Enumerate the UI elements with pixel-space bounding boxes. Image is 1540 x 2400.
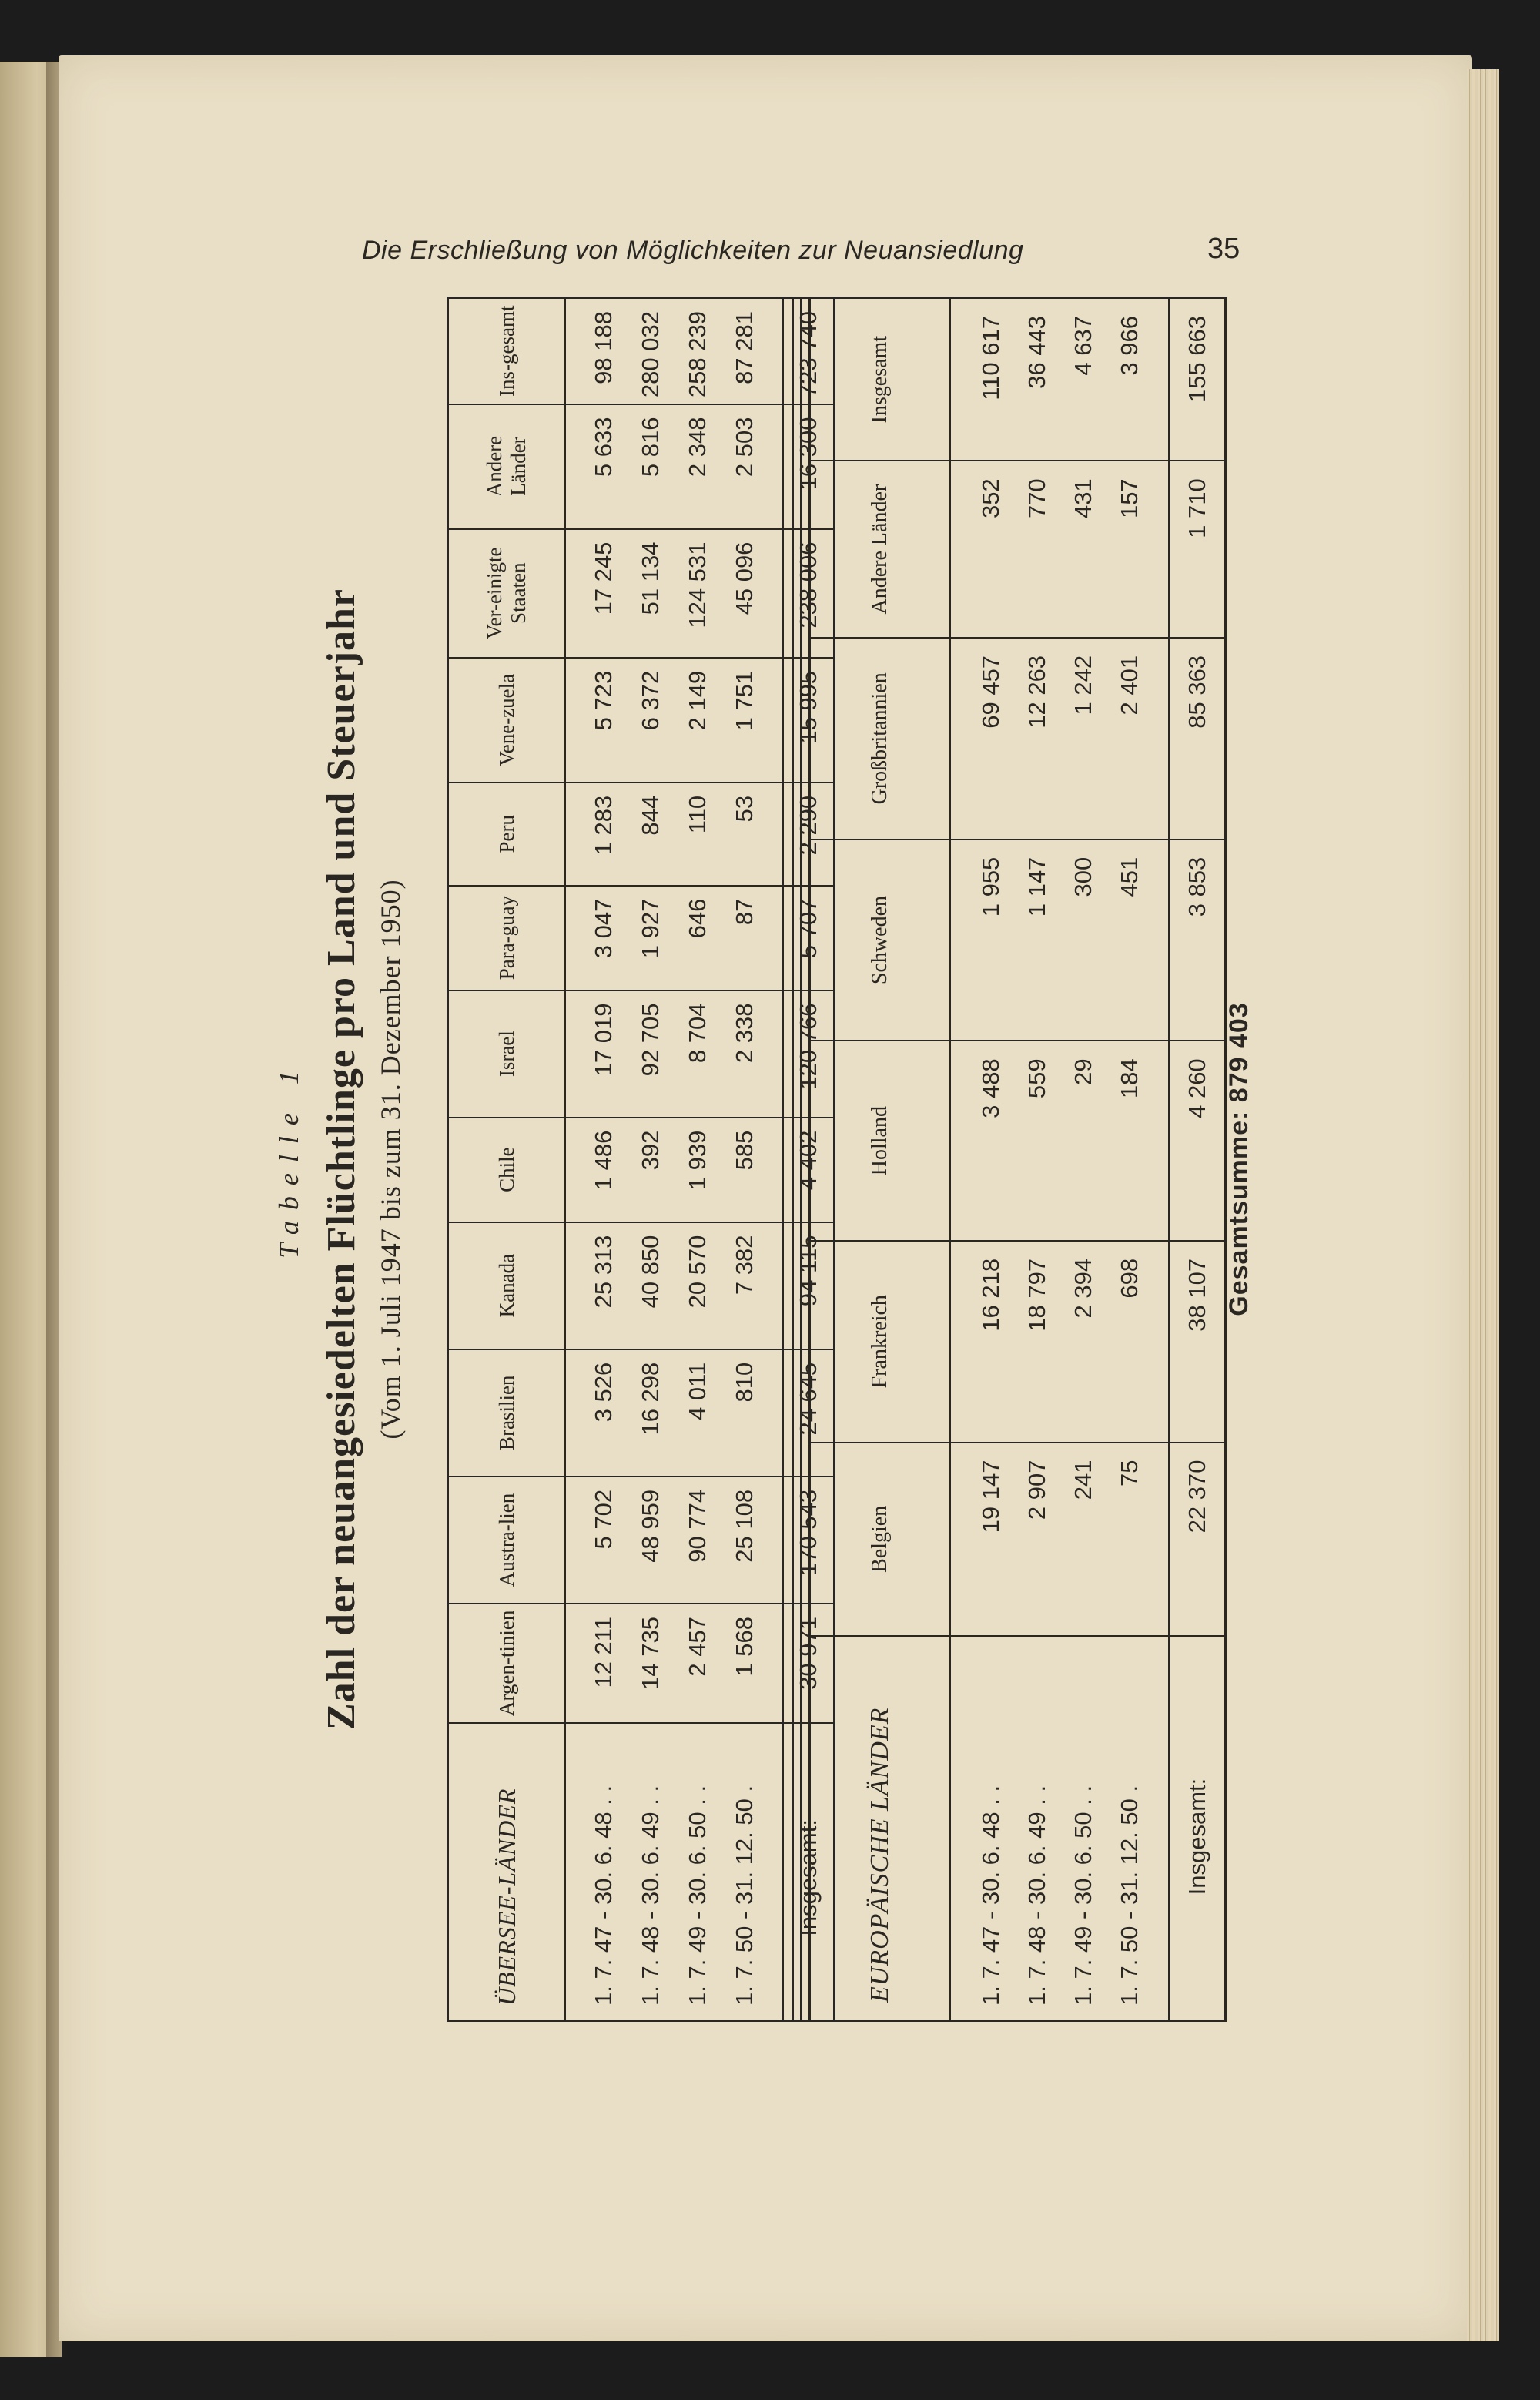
- column-header: Belgien: [810, 1443, 951, 1637]
- column-header: Andere Länder: [810, 461, 951, 638]
- total-cell: 120 766: [783, 991, 835, 1118]
- table-cell: 585: [721, 1118, 783, 1222]
- total-cell: 2 290: [783, 783, 835, 886]
- column-header: Insgesamt: [810, 298, 951, 461]
- grand-total: Gesamtsumme: 879 403: [1224, 1002, 1254, 1316]
- row-period: 1. 7. 48 - 30. 6. 49 . .: [1014, 1636, 1060, 2020]
- overseas-header-row: [448, 298, 566, 2021]
- table-cell: 352: [950, 461, 1014, 638]
- table-cell: 1 939: [674, 1118, 721, 1222]
- table-cell: 3 488: [950, 1041, 1014, 1241]
- table-cell: 4 637: [1060, 298, 1106, 461]
- table-cell: 698: [1106, 1241, 1170, 1443]
- column-header: Para-guay: [448, 886, 566, 991]
- table-cell: 1 927: [627, 886, 674, 991]
- column-header: Peru: [448, 783, 566, 886]
- table-cell: 6 372: [627, 658, 674, 783]
- column-header: Andere Länder: [448, 404, 566, 529]
- europe-region-header: EUROPÄISCHE LÄNDER: [810, 1636, 951, 2020]
- column-header: Vene-zuela: [448, 658, 566, 783]
- europe-table: [808, 297, 1227, 2022]
- total-cell: 94 115: [783, 1222, 835, 1349]
- table-cell: 25 313: [565, 1222, 627, 1349]
- table-cell: 3 966: [1106, 298, 1170, 461]
- table-cell: 2 401: [1106, 638, 1170, 840]
- table-cell: 1 486: [565, 1118, 627, 1222]
- row-period: 1. 7. 47 - 30. 6. 48 . .: [950, 1636, 1014, 2020]
- table-cell: 36 443: [1014, 298, 1060, 461]
- table-cell: 3 047: [565, 886, 627, 991]
- total-label: Insgesamt:: [1170, 1636, 1226, 2020]
- total-row: [1170, 298, 1226, 2021]
- total-cell: 22 370: [1170, 1443, 1226, 1637]
- table-cell: 124 531: [674, 529, 721, 658]
- row-period: 1. 7. 49 - 30. 6. 50 . .: [1060, 1636, 1106, 2020]
- table-cell: 2 338: [721, 991, 783, 1118]
- table-cell: 810: [721, 1349, 783, 1477]
- total-label: Insgesamt:: [783, 1723, 835, 2021]
- table-cell: 14 735: [627, 1604, 674, 1723]
- column-header: Ver-einigte Staaten: [448, 529, 566, 658]
- table-cell: 98 188: [565, 298, 627, 404]
- table-cell: 25 108: [721, 1477, 783, 1604]
- table-cell: 75: [1106, 1443, 1170, 1637]
- table-cell: 2 394: [1060, 1241, 1106, 1443]
- total-cell: 155 663: [1170, 298, 1226, 461]
- table-cell: 280 032: [627, 298, 674, 404]
- table-cell: 8 704: [674, 991, 721, 1118]
- row-period: 1. 7. 48 - 30. 6. 49 . .: [627, 1723, 674, 2021]
- table-cell: 157: [1106, 461, 1170, 638]
- total-cell: 30 971: [783, 1604, 835, 1723]
- column-header: Frankreich: [810, 1241, 951, 1443]
- table-cell: 17 245: [565, 529, 627, 658]
- table-title: Zahl der neuangesiedelten Flüchtlinge pro Land und Steuerjahr: [320, 588, 363, 1731]
- table-cell: 2 503: [721, 404, 783, 529]
- table-cell: 2 907: [1014, 1443, 1060, 1637]
- column-header: Holland: [810, 1041, 951, 1241]
- row-period: 1. 7. 47 - 30. 6. 48 . .: [565, 1723, 627, 2021]
- row-period: 1. 7. 49 - 30. 6. 50 . .: [674, 1723, 721, 2021]
- table-cell: 12 211: [565, 1604, 627, 1723]
- table-cell: 110: [674, 783, 721, 886]
- column-header: Austra-lien: [448, 1477, 566, 1604]
- table-row: [1060, 298, 1106, 2021]
- table-cell: 2 149: [674, 658, 721, 783]
- table-cell: 29: [1060, 1041, 1106, 1241]
- table-cell: 16 218: [950, 1241, 1014, 1443]
- table-cell: 3 526: [565, 1349, 627, 1477]
- table-subtitle: (Vom 1. Juli 1947 bis zum 31. Dezember 1950): [375, 879, 406, 1440]
- table-cell: 646: [674, 886, 721, 991]
- table-row: [627, 298, 674, 2021]
- row-period: 1. 7. 50 - 31. 12. 50 .: [1106, 1636, 1170, 2020]
- column-header: Schweden: [810, 840, 951, 1041]
- total-cell: 38 107: [1170, 1241, 1226, 1443]
- column-header: Argen-tinien: [448, 1604, 566, 1723]
- table-cell: 90 774: [674, 1477, 721, 1604]
- table-cell: 87 281: [721, 298, 783, 404]
- column-header: Ins-gesamt: [448, 298, 566, 404]
- column-header: Israel: [448, 991, 566, 1118]
- table-cell: 7 382: [721, 1222, 783, 1349]
- table-cell: 1 751: [721, 658, 783, 783]
- table-cell: 451: [1106, 840, 1170, 1041]
- table-cell: 53: [721, 783, 783, 886]
- table-cell: 300: [1060, 840, 1106, 1041]
- section-separator: [792, 297, 802, 2022]
- rotated-table-block: [270, 297, 1286, 2022]
- total-cell: 170 543: [783, 1477, 835, 1604]
- total-cell: 15 995: [783, 658, 835, 783]
- column-header: Großbritannien: [810, 638, 951, 840]
- table-cell: 1 283: [565, 783, 627, 886]
- total-cell: 85 363: [1170, 638, 1226, 840]
- total-cell: 3 853: [1170, 840, 1226, 1041]
- table-cell: 110 617: [950, 298, 1014, 461]
- table-cell: 45 096: [721, 529, 783, 658]
- table-row: [950, 298, 1014, 2021]
- table-cell: 4 011: [674, 1349, 721, 1477]
- column-header: Kanada: [448, 1222, 566, 1349]
- column-header: Chile: [448, 1118, 566, 1222]
- table-cell: 5 633: [565, 404, 627, 529]
- table-row: [1106, 298, 1170, 2021]
- running-head: Die Erschließung von Möglichkeiten zur Neuansiedlung: [362, 236, 1024, 265]
- table-cell: 559: [1014, 1041, 1060, 1241]
- table-cell: 2 457: [674, 1604, 721, 1723]
- table-row: [1014, 298, 1060, 2021]
- table-row: [674, 298, 721, 2021]
- row-period: 1. 7. 50 - 31. 12. 50 .: [721, 1723, 783, 2021]
- total-cell: 24 645: [783, 1349, 835, 1477]
- table-label: Tabelle 1: [273, 1060, 304, 1259]
- total-cell: 4 260: [1170, 1041, 1226, 1241]
- table-cell: 1 955: [950, 840, 1014, 1041]
- table-cell: 844: [627, 783, 674, 886]
- table-cell: 18 797: [1014, 1241, 1060, 1443]
- table-cell: 1 147: [1014, 840, 1060, 1041]
- table-cell: 5 702: [565, 1477, 627, 1604]
- table-cell: 92 705: [627, 991, 674, 1118]
- table-cell: 1 568: [721, 1604, 783, 1723]
- table-cell: 770: [1014, 461, 1060, 638]
- table-row: [721, 298, 783, 2021]
- table-cell: 48 959: [627, 1477, 674, 1604]
- total-cell: 16 300: [783, 404, 835, 529]
- table-cell: 392: [627, 1118, 674, 1222]
- page-stack-edges: [1467, 69, 1499, 2341]
- table-cell: 40 850: [627, 1222, 674, 1349]
- column-header: Brasilien: [448, 1349, 566, 1477]
- total-cell: 723 740: [783, 298, 835, 404]
- table-cell: 51 134: [627, 529, 674, 658]
- total-cell: 238 006: [783, 529, 835, 658]
- table-cell: 2 348: [674, 404, 721, 529]
- page-number: 35: [1207, 233, 1240, 265]
- overseas-region-header: ÜBERSEE-LÄNDER: [448, 1723, 566, 2021]
- overseas-table: [447, 297, 835, 2022]
- total-cell: 4 402: [783, 1118, 835, 1222]
- table-cell: 1 242: [1060, 638, 1106, 840]
- table-cell: 17 019: [565, 991, 627, 1118]
- total-cell: 1 710: [1170, 461, 1226, 638]
- table-cell: 258 239: [674, 298, 721, 404]
- table-row: [565, 298, 627, 2021]
- table-cell: 241: [1060, 1443, 1106, 1637]
- table-cell: 16 298: [627, 1349, 674, 1477]
- table-cell: 5 816: [627, 404, 674, 529]
- table-cell: 69 457: [950, 638, 1014, 840]
- table-cell: 184: [1106, 1041, 1170, 1241]
- table-cell: 20 570: [674, 1222, 721, 1349]
- table-cell: 19 147: [950, 1443, 1014, 1637]
- table-cell: 87: [721, 886, 783, 991]
- table-cell: 431: [1060, 461, 1106, 638]
- europe-header-row: [810, 298, 951, 2021]
- table-cell: 12 263: [1014, 638, 1060, 840]
- total-cell: 5 707: [783, 886, 835, 991]
- table-cell: 5 723: [565, 658, 627, 783]
